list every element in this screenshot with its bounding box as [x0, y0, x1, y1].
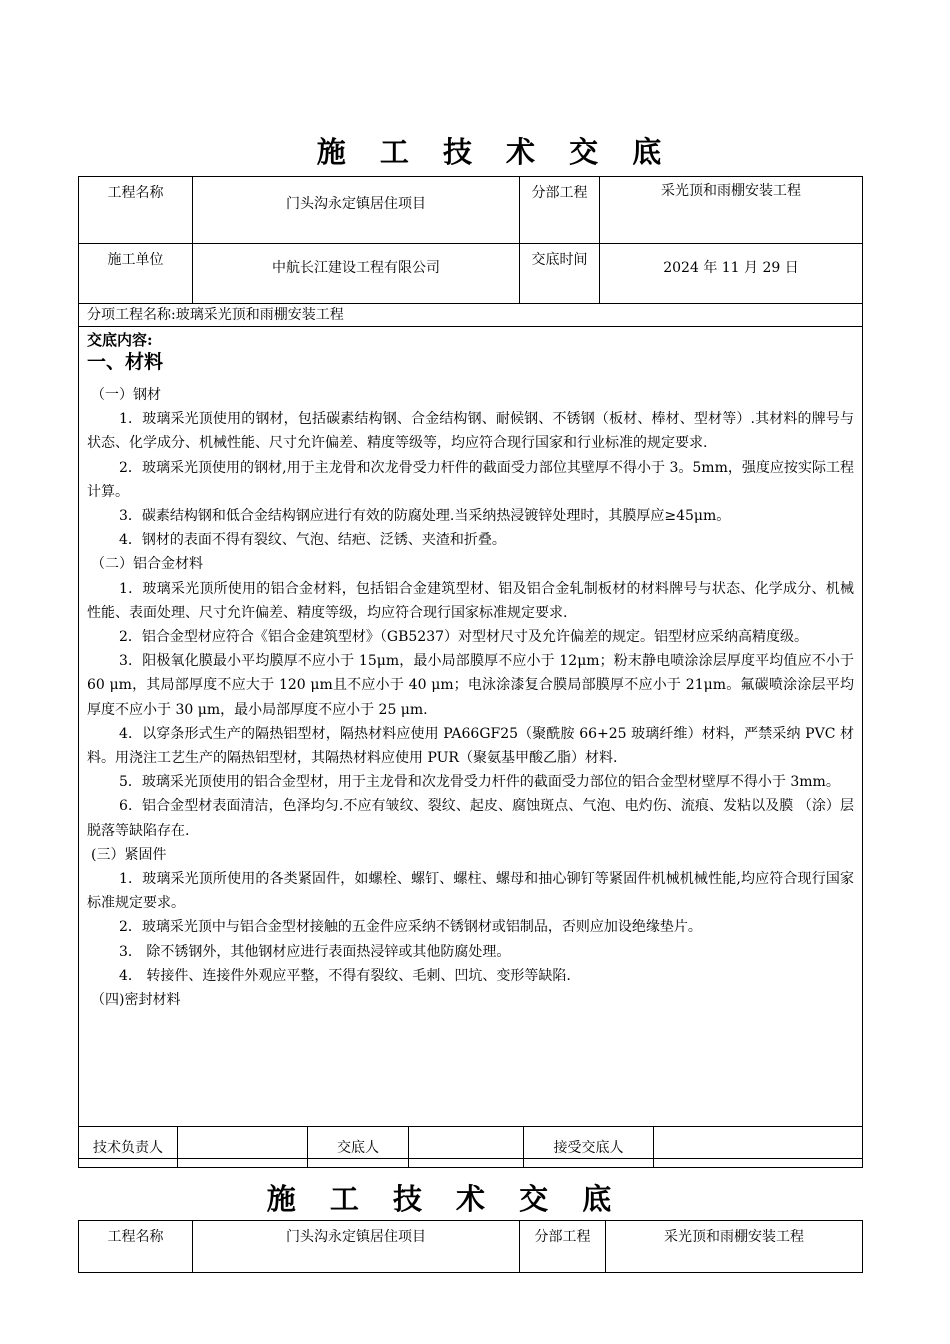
aluminum-item-4: 4．以穿条形式生产的隔热铝型材，隔热材料应使用 PA66GF25（聚酰胺 66+25 玻璃纤维）材料，严禁采纳 PVC 材料。用浇注工艺生产的隔热铝型材，其隔热材料应使用 PUR（聚氨基甲酸乙脂）材料.: [87, 725, 854, 767]
aluminum-item-1: 1．玻璃采光顶所使用的铝合金材料，包括铝合金建筑型材、铝及铝合金轧制板材的材料牌号与状态、化学成分、机械性能、表面处理、尺寸允许偏差、精度等级，均应符合现行国家标准规定要求.: [87, 580, 854, 621]
steel-item-3: 3．碳素结构钢和低合金结构钢应进行有效的防腐处理.当采纳热浸镀锌处理时，其膜厚应≥45μm。: [119, 508, 731, 525]
subitem-name: 分项工程名称:玻璃采光顶和雨棚安装工程: [79, 304, 863, 327]
aluminum-section-title: （二）铝合金材料: [91, 556, 203, 573]
receiver-label: 接受交底人: [524, 1127, 654, 1168]
repeat-project-value: 门头沟永定镇居住项目: [193, 1221, 520, 1273]
receiver-signature[interactable]: [654, 1127, 863, 1168]
project-name-label: 工程名称: [79, 177, 193, 244]
fastener-item-2: 2．玻璃采光顶中与铝合金型材接触的五金件应采纳不锈钢材或铝制品，否则应加设绝缘垫片。: [119, 919, 702, 936]
content-heading: 交底内容:: [87, 331, 153, 349]
division-label: 分部工程: [520, 177, 600, 244]
repeat-division-label: 分部工程: [520, 1221, 606, 1273]
fastener-item-4: 4． 转接件、连接件外观应平整，不得有裂纹、毛刺、凹坑、变形等缺陷.: [119, 967, 571, 984]
discloser-signature[interactable]: [409, 1127, 524, 1168]
aluminum-item-3: 3．阳极氧化膜最小平均膜厚不应小于 15μm，最小局部膜厚不应小于 12μm；粉末静电喷涂涂层厚度平均值应不小于 60 μm，其局部厚度不应大于 120 μm且不应小于 40 μm；电泳涂漆复合膜局部膜厚不应小于 21μm。氟碳喷涂涂层平均厚度不应小于 30 μm，最小局部厚度不应小于 25 μm.: [87, 653, 854, 718]
fastener-section-title: (三）紧固件: [91, 846, 167, 863]
fastener-item-1: 1．玻璃采光顶所使用的各类紧固件，如螺栓、螺钉、螺柱、螺母和抽心铆钉等紧固件机械机械性能,均应符合现行国家标准规定要求。: [87, 871, 854, 912]
section-materials-heading: 一、材料: [87, 351, 164, 373]
sealant-section-title: （四)密封材料: [91, 992, 181, 1009]
aluminum-item-2: 2．铝合金型材应符合《铝合金建筑型材》（GB5237）对型材尺寸及允许偏差的规定。铝型材应采纳高精度级。: [119, 629, 809, 646]
steel-item-1: 1．玻璃采光顶使用的钢材，包括碳素结构钢、合金结构钢、耐候钢、不锈钢（板材、棒材、型材等）.其材料的牌号与状态、化学成分、机械性能、尺寸允许偏差、精度等级等，均应符合现行国家和行业标准的规定要求.: [87, 411, 854, 452]
construction-unit-label: 施工单位: [79, 244, 193, 304]
discloser-label: 交底人: [308, 1127, 409, 1168]
aluminum-item-6: 6．铝合金型材表面清洁，色泽均匀.不应有皱纹、裂纹、起皮、腐蚀斑点、气泡、电灼伤、流痕、发粘以及膜 （涂）层脱落等缺陷存在.: [87, 798, 854, 839]
division-value: 采光顶和雨棚安装工程: [600, 177, 863, 244]
document-title: 施 工 技 术 交 底: [316, 135, 674, 169]
repeat-project-label: 工程名称: [79, 1221, 193, 1273]
signature-table: [78, 1126, 863, 1168]
project-name-value: 门头沟永定镇居住项目: [193, 177, 520, 244]
aluminum-item-5: 5．玻璃采光顶使用的铝合金型材，用于主龙骨和次龙骨受力杆件的截面受力部位的铝合金型材壁厚不得小于 3mm。: [119, 774, 840, 791]
fastener-item-3: 3． 除不锈钢外，其他钢材应进行表面热浸锌或其他防腐处理。: [119, 943, 511, 960]
steel-item-2: 2．玻璃采光顶使用的钢材,用于主龙骨和次龙骨受力杆件的截面受力部位其壁厚不得小于 3。5mm，强度应按实际工程计算。: [87, 459, 854, 500]
repeat-document-title: 施 工 技 术 交 底: [266, 1182, 624, 1216]
steel-item-4: 4．钢材的表面不得有裂纹、气泡、结疤、泛锈、夹渣和折叠。: [119, 532, 506, 549]
repeat-division-value: 采光顶和雨棚安装工程: [606, 1221, 863, 1273]
repeat-form: [78, 1220, 863, 1273]
disclosure-time-label: 交底时间: [520, 244, 600, 304]
construction-unit-value: 中航长江建设工程有限公司: [193, 244, 520, 304]
disclosure-time-value: 2024 年 11 月 29 日: [600, 244, 863, 304]
disclosure-form: [78, 176, 863, 1159]
tech-lead-label: 技术负责人: [79, 1127, 178, 1168]
tech-lead-signature[interactable]: [178, 1127, 308, 1168]
disclosure-content: [79, 327, 863, 1159]
steel-section-title: （一）钢材: [91, 387, 161, 403]
